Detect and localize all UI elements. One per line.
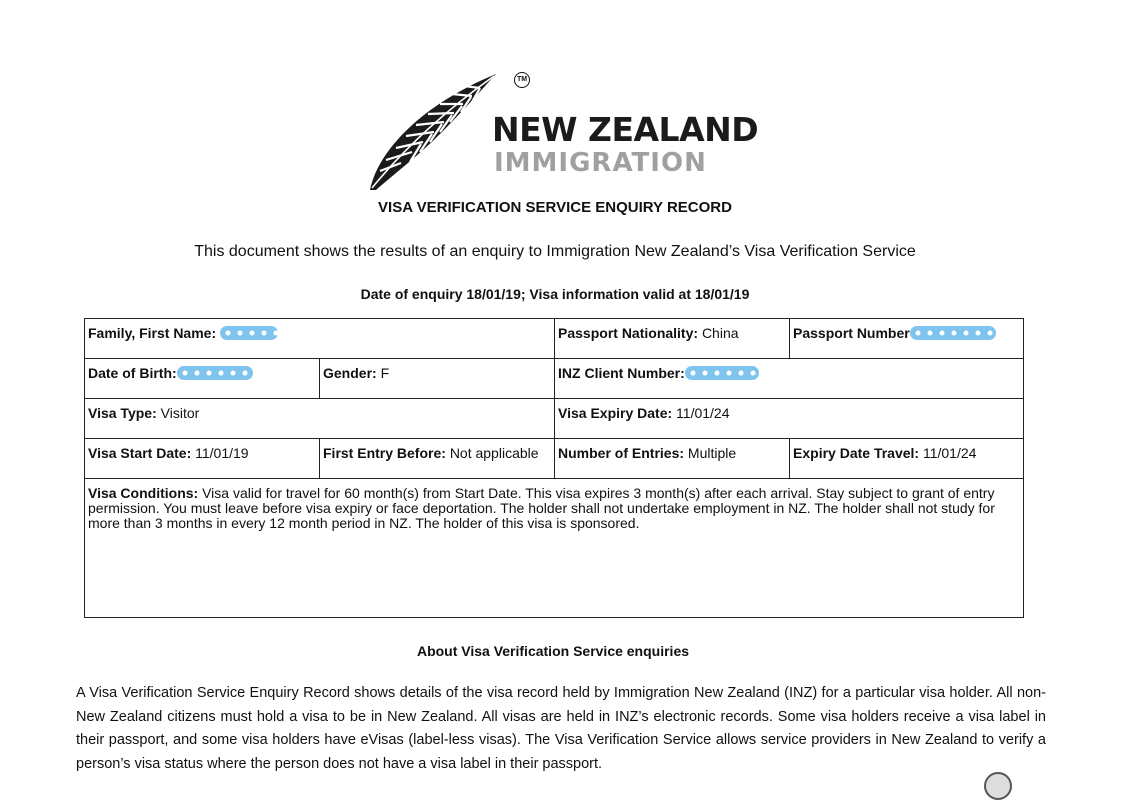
first-entry-value: Not applicable: [449, 445, 539, 461]
entries-cell: [555, 439, 790, 479]
passport-number-cell: [790, 319, 1024, 359]
visa-start-value: 11/01/19: [195, 445, 249, 461]
nationality-label: Passport Nationality:: [558, 325, 699, 341]
client-number-label: INZ Client Number:: [558, 365, 685, 381]
gender-value: F: [380, 365, 390, 381]
family-name-label: Family, First Name:: [88, 325, 217, 341]
visa-start-label: Visa Start Date:: [88, 445, 192, 461]
page-title: VISA VERIFICATION SERVICE ENQUIRY RECORD: [378, 199, 732, 216]
redacted-dob: [177, 366, 253, 380]
table-row: [85, 439, 1024, 479]
visa-record-table: [84, 318, 1024, 618]
visa-conditions-cell: [85, 479, 1024, 618]
first-entry-cell: [320, 439, 555, 479]
about-paragraph: A Visa Verification Service Enquiry Record shows details of the visa record held by Immigration New Zealand (INZ) for a particular visa holder. All non-New Zealand citizens must hold a visa to be in New Zealand. All visas are held in INZ’s electronic records. Some visa holders receive a visa label in their passport, and some visa holders have eVisas (label-less visas). The Visa Verification Service allows service providers in New Zealand to verify a person’s visa status where the person does not have a visa label in their passport.: [76, 685, 1046, 773]
enquiry-date: Date of enquiry 18/01/19; Visa information valid at 18/01/19: [360, 286, 750, 302]
visa-expiry-cell: [555, 399, 1024, 439]
visa-conditions-value: Visa valid for travel for 60 month(s) from Start Date. This visa expires 3 month(s) after each arrival. Stay subject to grant of entry permission. You must leave before visa expiry or face deportation. The holder shall not undertake employment in NZ. The holder shall not study for more than 3 months in every 12 month period in NZ. The holder of this visa is sponsored.: [88, 485, 995, 531]
first-entry-label: First Entry Before:: [323, 445, 446, 461]
silver-fern-icon: [368, 72, 503, 190]
page-subtitle: This document shows the results of an enquiry to Immigration New Zealand’s Visa Verification Service: [194, 243, 916, 260]
redacted-passport-number: [910, 326, 996, 340]
visa-conditions-label: Visa Conditions:: [88, 485, 199, 501]
gender-cell: [320, 359, 555, 399]
visa-expiry-label: Visa Expiry Date:: [558, 405, 673, 421]
entries-label: Number of Entries:: [558, 445, 685, 461]
table-row: [85, 359, 1024, 399]
logo-immigration-text: IMMIGRATION: [494, 148, 707, 178]
about-heading: About Visa Verification Service enquiries: [416, 643, 690, 659]
expiry-travel-label: Expiry Date Travel:: [793, 445, 920, 461]
nationality-value: China: [701, 325, 739, 341]
dob-cell: [85, 359, 320, 399]
visa-expiry-value: 11/01/24: [676, 405, 730, 421]
inz-logo: [368, 70, 759, 190]
client-number-cell: [555, 359, 1024, 399]
expiry-travel-cell: [790, 439, 1024, 479]
gender-label: Gender:: [323, 365, 377, 381]
trademark-symbol: TM: [514, 72, 530, 88]
expiry-travel-value: 11/01/24: [922, 445, 977, 461]
table-row: [85, 479, 1024, 618]
corner-badge: [984, 772, 1012, 800]
redacted-client-number: [685, 366, 759, 380]
family-name-cell: [85, 319, 555, 359]
visa-type-label: Visa Type:: [88, 405, 157, 421]
redacted-name: [220, 326, 278, 340]
dob-label: Date of Birth:: [88, 365, 177, 381]
visa-type-cell: [85, 399, 555, 439]
visa-start-cell: [85, 439, 320, 479]
logo-new-zealand-text: NEW ZEALAND: [492, 110, 759, 149]
nationality-cell: [555, 319, 790, 359]
table-row: [85, 319, 1024, 359]
table-row: [85, 399, 1024, 439]
passport-number-label: Passport Number: [793, 325, 910, 341]
entries-value: Multiple: [687, 445, 737, 461]
visa-type-value: Visitor: [160, 405, 200, 421]
